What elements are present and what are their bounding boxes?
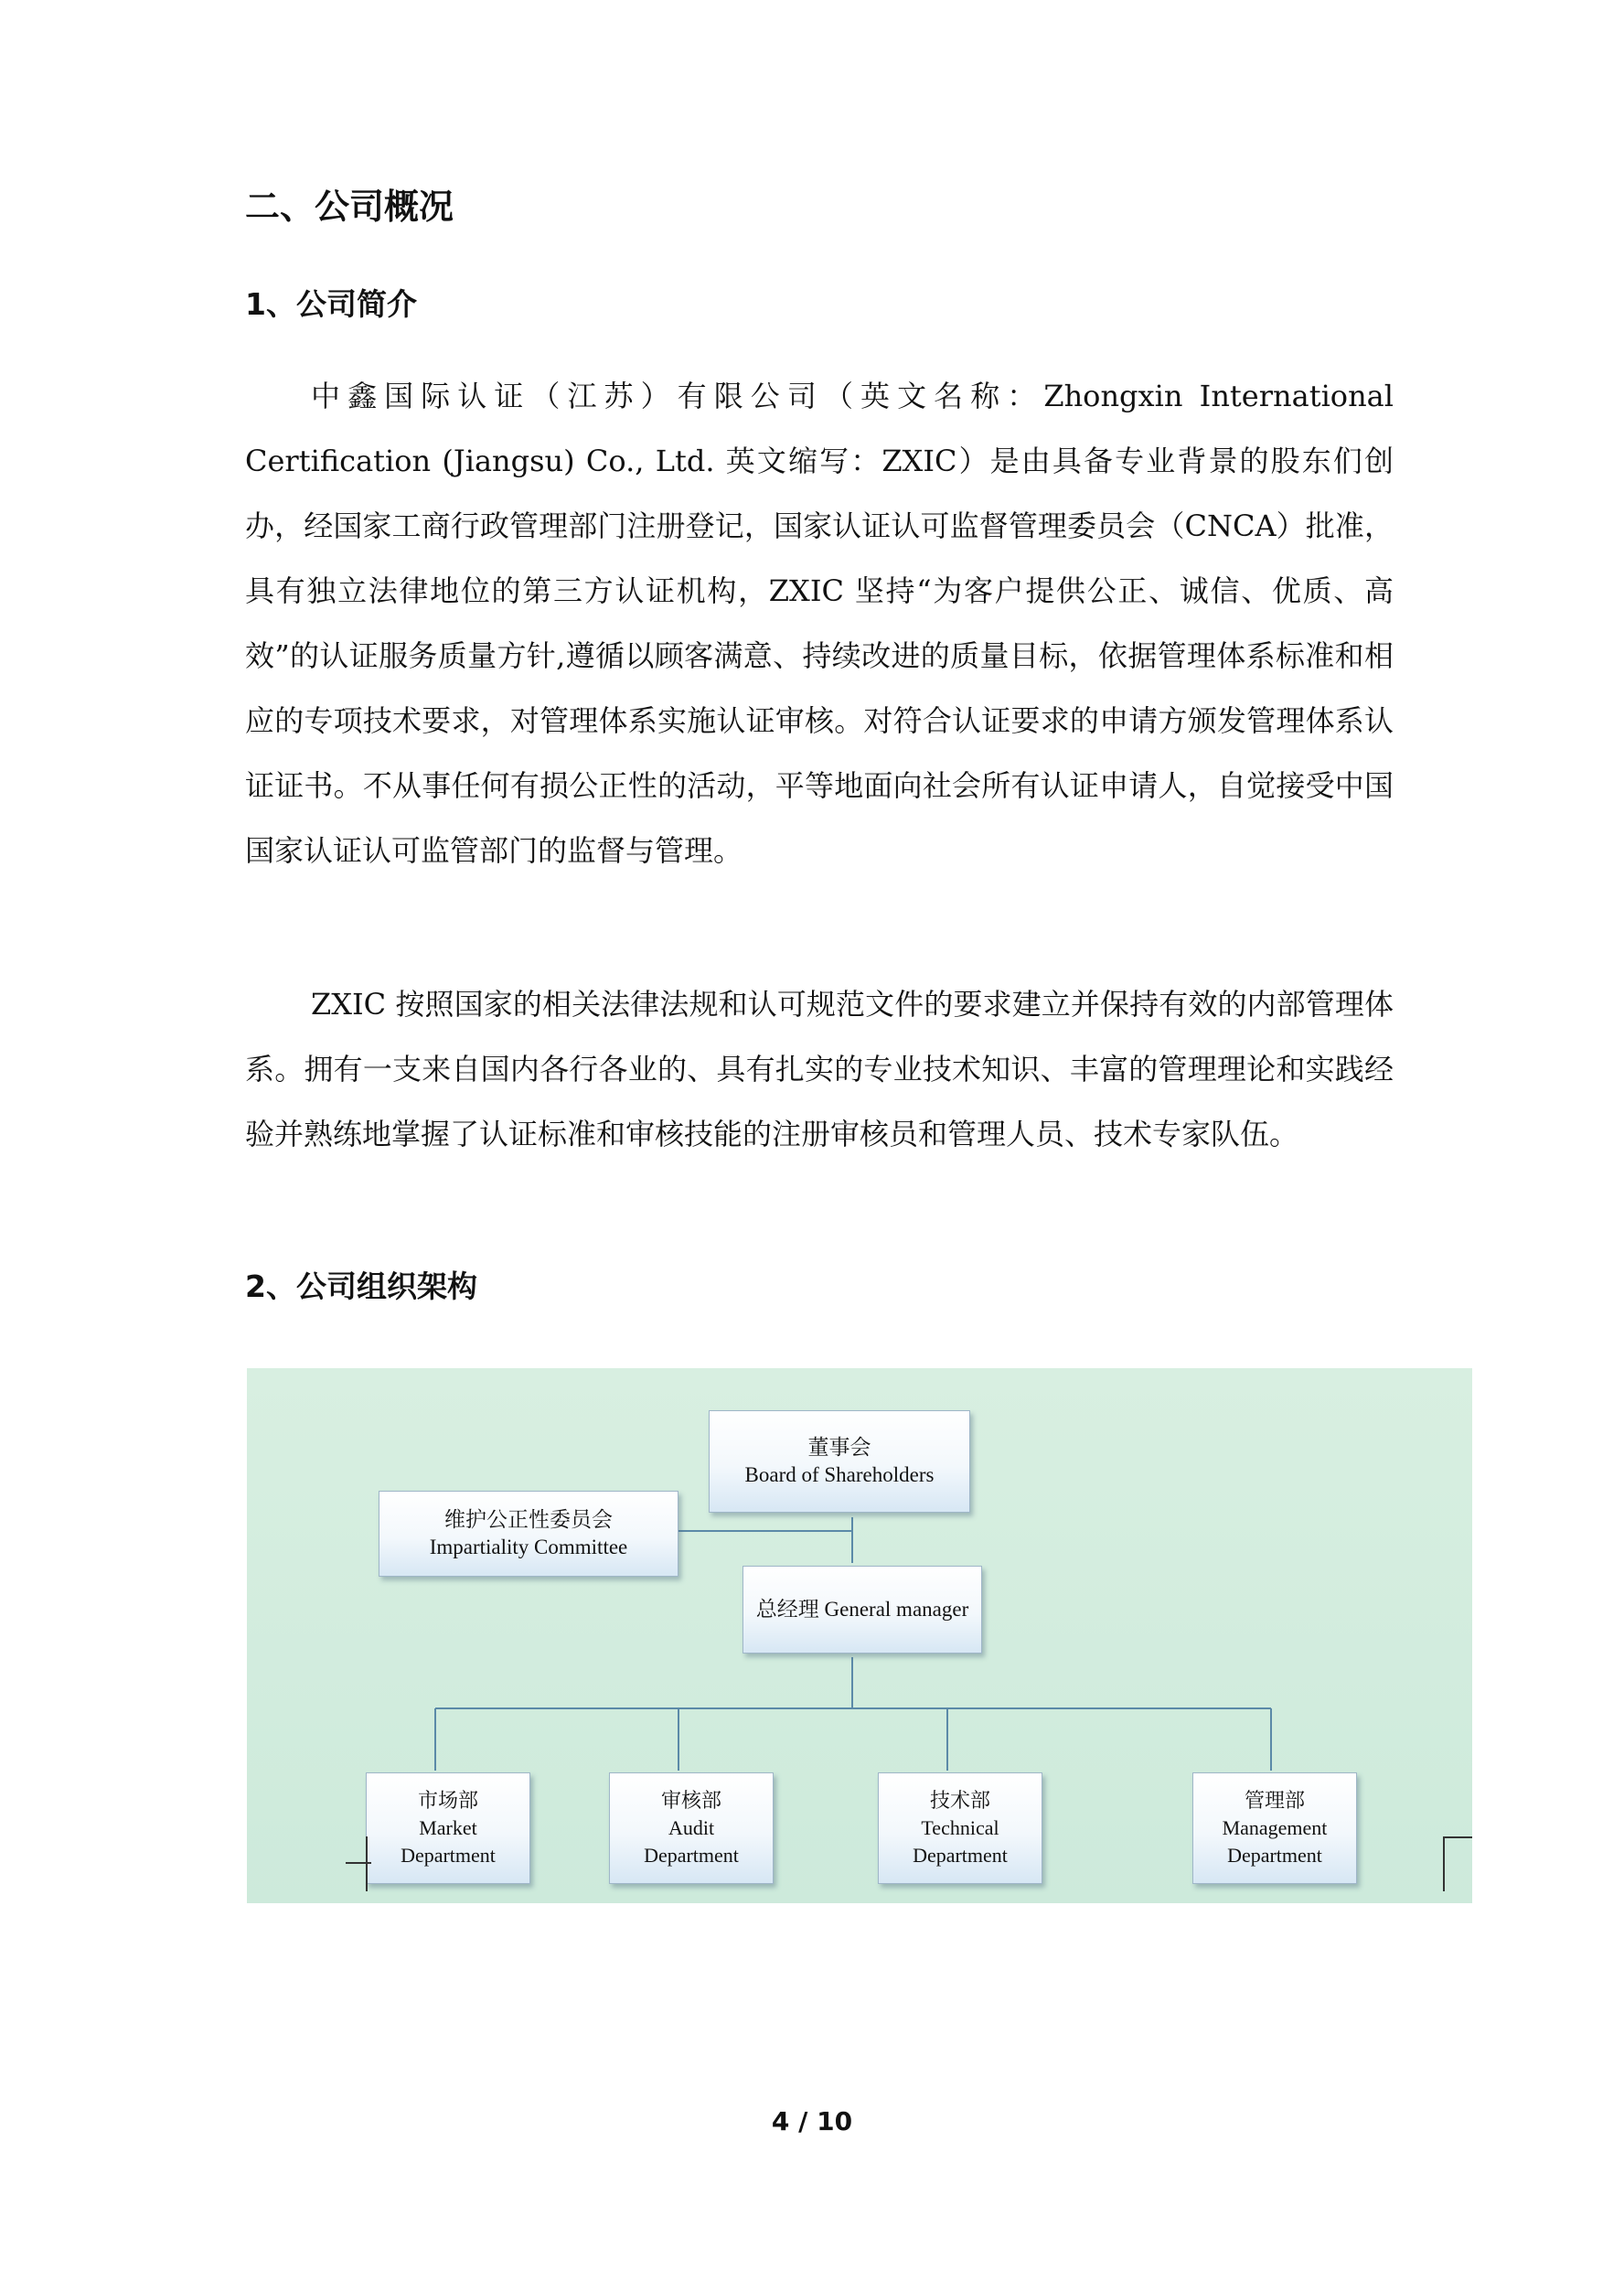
- intro-paragraph-2: ZXIC 按照国家的相关法律法规和认可规范文件的要求建立并保持有效的内部管理体系。拥有一支来自国内各行各业的、具有扎实的专业技术知识、丰富的管理理论和实践经验并熟练地掌握了认证标准和审核技能的注册审核员和管理人员、技术专家队伍。: [245, 987, 1394, 1151]
- department-cn: 管理部: [1244, 1789, 1305, 1812]
- intro-paragraph-1: 中鑫国际认证（江苏）有限公司（英文名称：Zhongxin International Certification (Jiangsu) Co., Ltd. 英文缩写：ZXIC）是由具备专业背景的股东们创办，经国家工商行政管理部门注册登记，国家认证认可监督管理委员会（CNCA）批准，具有独立法律地位的第三方认证机构，ZXIC 坚持“为客户提供公正、诚信、优质、高效”的认证服务质量方针,遵循以顾客满意、持续改进的质量目标，依据管理体系标准和相应的专项技术要求，对管理体系实施认证审核。对符合认证要求的申请方颁发管理体系认证证书。不从事任何有损公正性的活动，平等地面向社会所有认证申请人，自觉接受中国国家认证认可监管部门的监督与管理。: [245, 379, 1394, 868]
- department-en: Department: [644, 1844, 739, 1867]
- board-en: Board of Shareholders: [744, 1463, 935, 1486]
- committee-en: Impartiality Committee: [429, 1536, 628, 1558]
- department-audit: [609, 1772, 774, 1884]
- department-management: [1192, 1772, 1357, 1884]
- org-chart: [247, 1368, 1472, 1903]
- board-cn: 董事会: [807, 1436, 871, 1459]
- gm-label: 总经理 General manager: [755, 1598, 969, 1621]
- department-en: Management: [1222, 1816, 1328, 1839]
- department-en: Department: [913, 1844, 1008, 1867]
- department-cn: 市场部: [417, 1789, 478, 1812]
- department-en: Market: [419, 1816, 477, 1839]
- committee-cn: 维护公正性委员会: [444, 1508, 613, 1531]
- committee-node: [379, 1491, 678, 1577]
- department-cn: 技术部: [929, 1789, 990, 1812]
- crop-mark-left: [366, 1836, 368, 1891]
- crop-mark-right-h: [1443, 1836, 1472, 1838]
- department-en: Department: [401, 1844, 496, 1867]
- page-number: 4 / 10: [771, 2106, 853, 2136]
- department-en: Department: [1227, 1844, 1322, 1867]
- board-node: [709, 1410, 970, 1513]
- department-technical: [878, 1772, 1042, 1884]
- section-title: 二、公司概况: [245, 187, 454, 227]
- gm-node: [743, 1566, 982, 1654]
- department-cn: 审核部: [660, 1789, 721, 1812]
- department-market: [366, 1772, 530, 1884]
- crop-mark-right: [1443, 1836, 1445, 1891]
- department-en: Technical: [921, 1816, 999, 1839]
- department-en: Audit: [668, 1816, 715, 1839]
- crop-mark-left-h: [346, 1862, 371, 1864]
- intro-heading: 1、公司简介: [245, 286, 417, 322]
- org-heading: 2、公司组织架构: [245, 1268, 477, 1304]
